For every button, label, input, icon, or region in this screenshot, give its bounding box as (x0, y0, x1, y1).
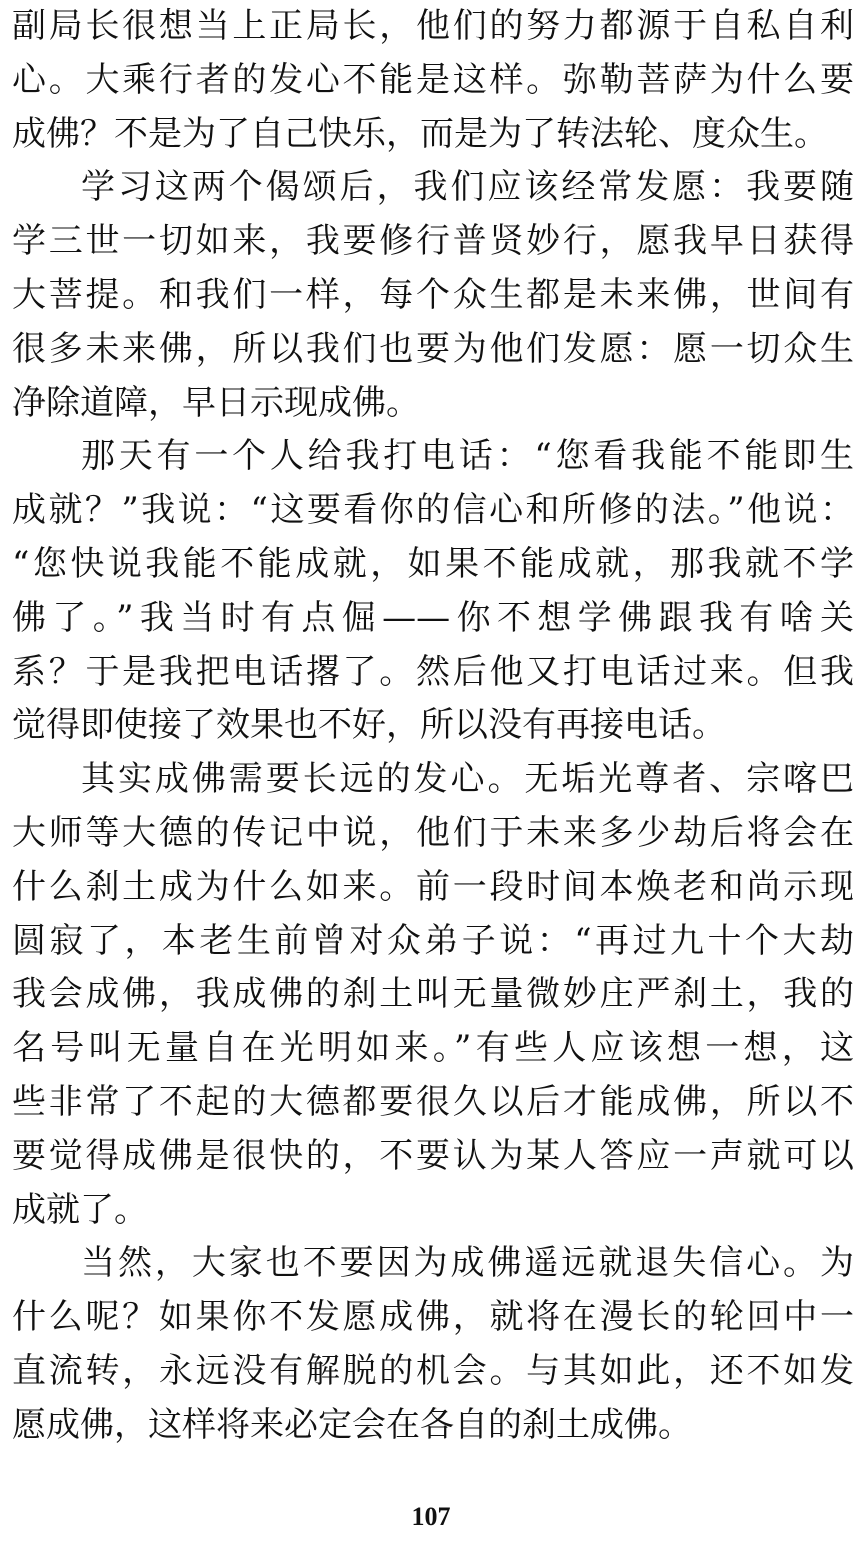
text-line: 什么呢？如果你不发愿成佛，就将在漫长的轮回中一 (12, 1297, 854, 1338)
text-line: 佛了。”我当时有点倔——你不想学佛跟我有啥关 (12, 597, 854, 638)
text-line: 些非常了不起的大德都要很久以后才能成佛，所以不 (12, 1081, 854, 1122)
paragraph (12, 753, 854, 1237)
text-line: 成就了。 (12, 1189, 148, 1230)
text-line: 大师等大德的传记中说，他们于未来多少劫后将会在 (12, 812, 854, 853)
text-line: 净除道障，早日示现成佛。 (12, 382, 420, 423)
text-line: 圆寂了，本老生前曾对众弟子说：“再过九十个大劫 (12, 920, 854, 961)
text-line: 觉得即使接了效果也不好，所以没有再接电话。 (12, 705, 726, 746)
text-line: 要觉得成佛是很快的，不要认为某人答应一声就可以 (12, 1135, 854, 1176)
text-line: 其实成佛需要长远的发心。无垢光尊者、宗喀巴 (81, 759, 854, 800)
paragraph (12, 430, 854, 753)
text-line: 当然，大家也不要因为成佛遥远就退失信心。为 (81, 1243, 854, 1284)
text-line: 大菩提。和我们一样，每个众生都是未来佛，世间有 (12, 274, 854, 315)
text-line: 成就？”我说：“这要看你的信心和所修的法。”他说： (12, 490, 854, 531)
page-number: 107 (411, 1502, 451, 1531)
text-line: 愿成佛，这样将来必定会在各自的刹土成佛。 (12, 1404, 692, 1445)
text-line: 我会成佛，我成佛的刹土叫无量微妙庄严刹土，我的 (12, 974, 854, 1015)
text-line: 什么刹土成为什么如来。前一段时间本焕老和尚示现 (12, 866, 854, 907)
paragraph (12, 161, 854, 430)
paragraph (12, 1237, 854, 1452)
text-line: 学习这两个偈颂后，我们应该经常发愿：我要随 (81, 167, 854, 208)
text-line: 直流转，永远没有解脱的机会。与其如此，还不如发 (12, 1350, 854, 1391)
text-line: 副局长很想当上正局长，他们的努力都源于自私自利 (12, 6, 854, 46)
text-line: “您快说我能不能成就，如果不能成就，那我就不学 (12, 543, 854, 584)
text-line: 那天有一个人给我打电话：“您看我能不能即生 (81, 436, 854, 477)
text-line: 学三世一切如来，我要修行普贤妙行，愿我早日获得 (12, 221, 854, 262)
text-line: 名号叫无量自在光明如来。”有些人应该想一想，这 (12, 1028, 854, 1069)
paragraph (12, 0, 854, 161)
text-line: 系？于是我把电话撂了。然后他又打电话过来。但我 (12, 651, 854, 692)
text-line: 成佛？不是为了自己快乐，而是为了转法轮、度众生。 (12, 113, 828, 154)
text-line: 心。大乘行者的发心不能是这样。弥勒菩萨为什么要 (12, 59, 854, 100)
text-line: 很多未来佛，所以我们也要为他们发愿：愿一切众生 (12, 328, 854, 369)
page-body (12, 0, 854, 1453)
